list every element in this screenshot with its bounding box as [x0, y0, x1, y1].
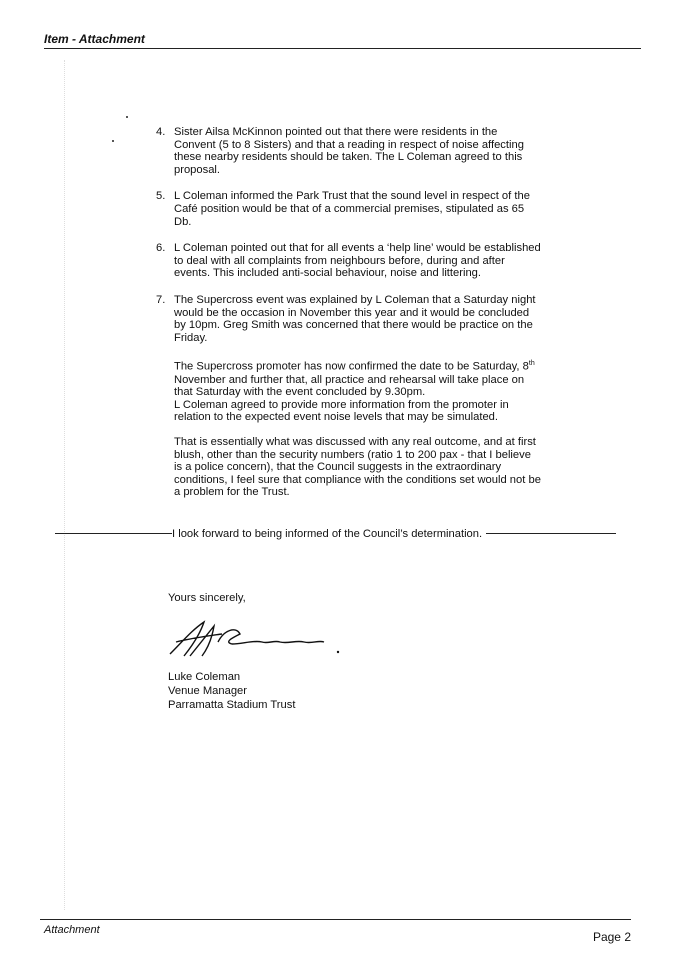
- list-item: [152, 126, 542, 176]
- list-number: 5.: [156, 190, 166, 203]
- header-rule: [44, 48, 641, 49]
- paragraph-text: The Supercross promoter has now confirmed the date to be Saturday, 8: [174, 361, 529, 374]
- list-number: 6.: [156, 242, 166, 255]
- list-item: [152, 294, 542, 344]
- list-text: Sister Ailsa McKinnon pointed out that there were residents in the Convent (5 to 8 Sisters) and that a reading in respect of noise affecting these nearby residents should be taken. The L Coleman agreed to this proposal.: [174, 126, 524, 176]
- list-number: 7.: [156, 293, 166, 306]
- scan-speck: [126, 116, 128, 118]
- closing-line: I look forward to being informed of the Council’s determination.: [172, 528, 486, 540]
- list-item: [152, 242, 542, 280]
- scan-margin-artifact: [64, 60, 65, 910]
- paragraph-text: November and further that, all practice and rehearsal will take place on that Saturday with the event concluded by 9.30pm.: [174, 373, 525, 399]
- paragraph-summary: That is essentially what was discussed with any real outcome, and at first blush, other than the security numbers (ratio 1 to 200 pax - that I believe is a police concern), that the Council suggests in the extraordinary conditions, I feel sure that compliance with the conditions set would not be a problem for the Trust.: [174, 436, 541, 499]
- footer-rule: [40, 919, 631, 920]
- ordinal-suffix: th: [528, 360, 535, 368]
- list-text: The Supercross event was explained by L Coleman that a Saturday night would be the occasion in November this year and it would be concluded by 10pm. Greg Smith was concerned that there would be practice on the Friday.: [174, 293, 536, 344]
- signatory-title: Venue Manager: [168, 685, 247, 697]
- page-number: Page 2: [592, 930, 631, 944]
- signatory-name: Luke Coleman: [168, 671, 241, 683]
- footer-label: Attachment: [44, 924, 100, 936]
- signatory-organisation: Parramatta Stadium Trust: [168, 699, 296, 711]
- list-text: L Coleman pointed out that for all events a ‘help line’ would be established to deal with all complaints from neighbours before, during and after events. This included anti-social behaviour, noise and littering.: [174, 242, 541, 280]
- paragraph-supercross-confirmation: [174, 358, 542, 424]
- list-text: L Coleman informed the Park Trust that the sound level in respect of the Café position would be that of a commercial premises, stipulated as 65 Db.: [174, 190, 530, 228]
- paragraph-text: L Coleman agreed to provide more information from the promoter in relation to the expected event noise levels that may be simulated.: [174, 398, 509, 424]
- list-number: 4.: [156, 126, 166, 138]
- page-header: Item - Attachment: [44, 32, 145, 46]
- numbered-list: [152, 126, 542, 511]
- signature-block: [168, 670, 295, 712]
- list-item: [152, 190, 542, 228]
- scan-speck: [112, 140, 114, 142]
- handwritten-signature: [162, 612, 362, 662]
- valediction: Yours sincerely,: [168, 592, 246, 604]
